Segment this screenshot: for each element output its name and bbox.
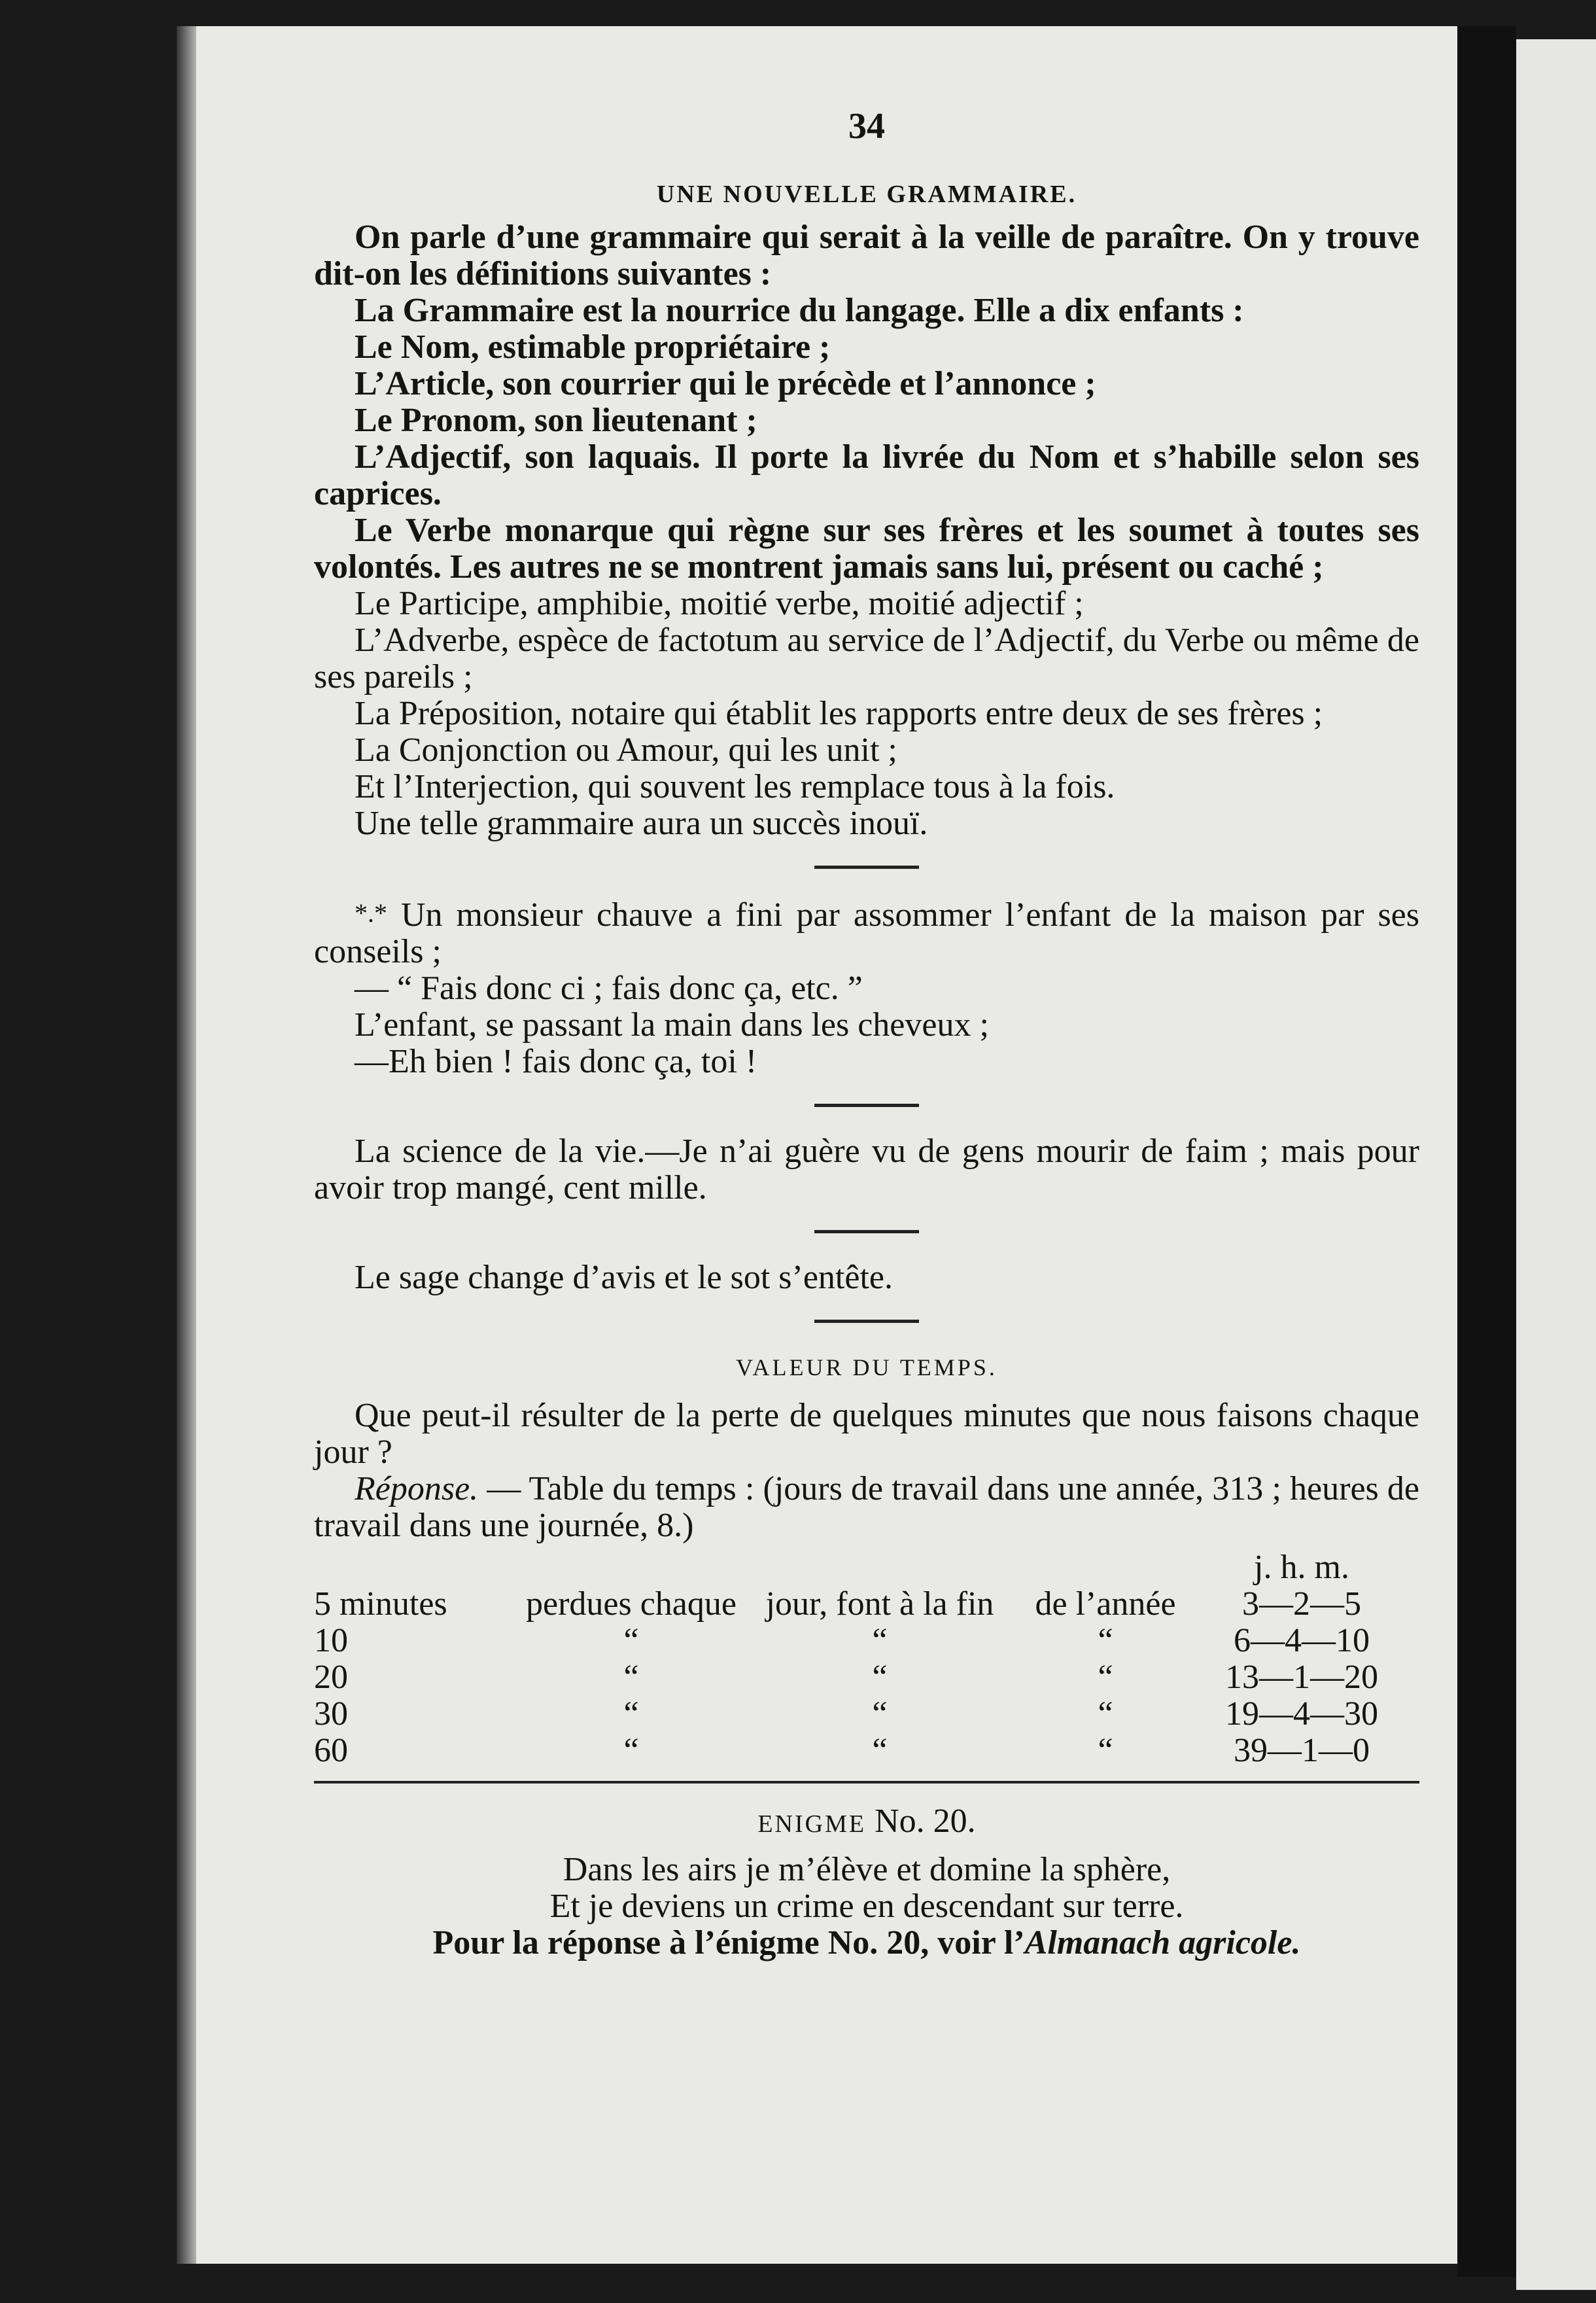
adjacent-page-edge <box>1516 39 1596 2290</box>
paragraph-science-vie: La science de la vie.—Je n’ai guère vu de gens mourir de faim ; mais pour avoir trop mangé, cent mille. <box>314 1133 1419 1206</box>
table-row: 30 “ “ “ 19—4—30 <box>314 1695 1378 1732</box>
enigme-footer: Pour la réponse à l’énigme No. 20, voir l’Almanach agricole. <box>432 1924 1301 1961</box>
paragraph: La Préposition, notaire qui établit les rapports entre deux de ses frères ; <box>355 695 1323 732</box>
paragraph: On parle d’une grammaire qui serait à la veille de paraître. On y trouve dit-on les définitions suivantes : <box>314 219 1419 292</box>
paragraph: La Conjonction ou Amour, qui les unit ; <box>355 731 897 769</box>
full-width-rule <box>314 1781 1419 1784</box>
paragraph: L’Adjectif, son laquais. Il porte la livrée du Nom et s’habille selon ses caprices. <box>314 438 1419 512</box>
table-header <box>314 1549 1419 1586</box>
paragraph: Le Pronom, son lieutenant ; <box>355 402 757 439</box>
page-content <box>314 108 1419 1961</box>
paragraph: Le Nom, estimable propriétaire ; <box>355 328 831 366</box>
units-header: j. h. m. <box>1254 1549 1349 1586</box>
table-row: 60 “ “ “ 39—1—0 <box>314 1732 1370 1769</box>
table-row: 5 minutes perdues chaque jour, font à la fin de l’année 3—2—5 <box>314 1585 1361 1623</box>
paragraph: L’Article, son courrier qui le précède et l’annonce ; <box>355 365 1096 402</box>
asterism-icon: *.* <box>355 898 387 928</box>
paragraph: Le Verbe monarque qui règne sur ses frères et les soumet à toutes ses volontés. Les autres ne se montrent jamais sans lui, présent ou caché ; <box>314 512 1419 586</box>
separator-rule <box>814 1104 919 1107</box>
paragraph: Le Participe, amphibie, moitié verbe, moitié adjectif ; <box>355 585 1084 622</box>
paragraph-answer: Réponse. — Table du temps : (jours de travail dans une année, 313 ; heures de travail dans une journée, 8.) <box>314 1470 1419 1544</box>
table-row: 10 “ “ “ 6—4—10 <box>314 1622 1370 1659</box>
time-table <box>314 1549 1419 1769</box>
verse-line: Dans les airs je m’élève et domine la sphère, <box>563 1851 1171 1888</box>
separator-rule <box>814 1230 919 1233</box>
paragraph: L’enfant, se passant la main dans les cheveux ; <box>355 1006 989 1044</box>
answer-label: Réponse. <box>355 1470 479 1507</box>
paragraph: Et l’Interjection, qui souvent les remplace tous à la fois. <box>355 768 1115 805</box>
paragraph-sage: Le sage change d’avis et le sot s’entête. <box>355 1259 893 1296</box>
page-gutter <box>1457 26 1516 2277</box>
paragraph: — “ Fais donc ci ; fais donc ça, etc. ” <box>355 970 863 1007</box>
paragraph: Une telle grammaire aura un succès inouï. <box>355 805 928 842</box>
separator-rule <box>814 1320 919 1323</box>
paragraph: L’Adverbe, espèce de factotum au service de l’Adjectif, du Verbe ou même de ses pareils ; <box>314 622 1419 695</box>
paragraph: La Grammaire est la nourrice du langage. Elle a dix enfants : <box>355 292 1244 329</box>
verse-line: Et je deviens un crime en descendant sur terre. <box>549 1888 1184 1925</box>
table-row: 20 “ “ “ 13—1—20 <box>314 1659 1378 1696</box>
separator-rule <box>814 866 919 869</box>
paragraph: —Eh bien ! fais donc ça, toi ! <box>355 1043 757 1080</box>
paragraph-anecdote: *.* Un monsieur chauve a fini par assommer l’enfant de la maison par ses conseils ; <box>314 896 1420 970</box>
page-number: 34 <box>848 106 885 147</box>
paragraph-question: Que peut-il résulter de la perte de quelques minutes que nous faisons chaque jour ? <box>314 1397 1419 1471</box>
section-title-temps: VALEUR DU TEMPS. <box>736 1354 998 1380</box>
section-title-grammaire: UNE NOUVELLE GRAMMAIRE. <box>656 181 1077 208</box>
section-title-enigme: ENIGME No. 20. <box>757 1802 976 1840</box>
